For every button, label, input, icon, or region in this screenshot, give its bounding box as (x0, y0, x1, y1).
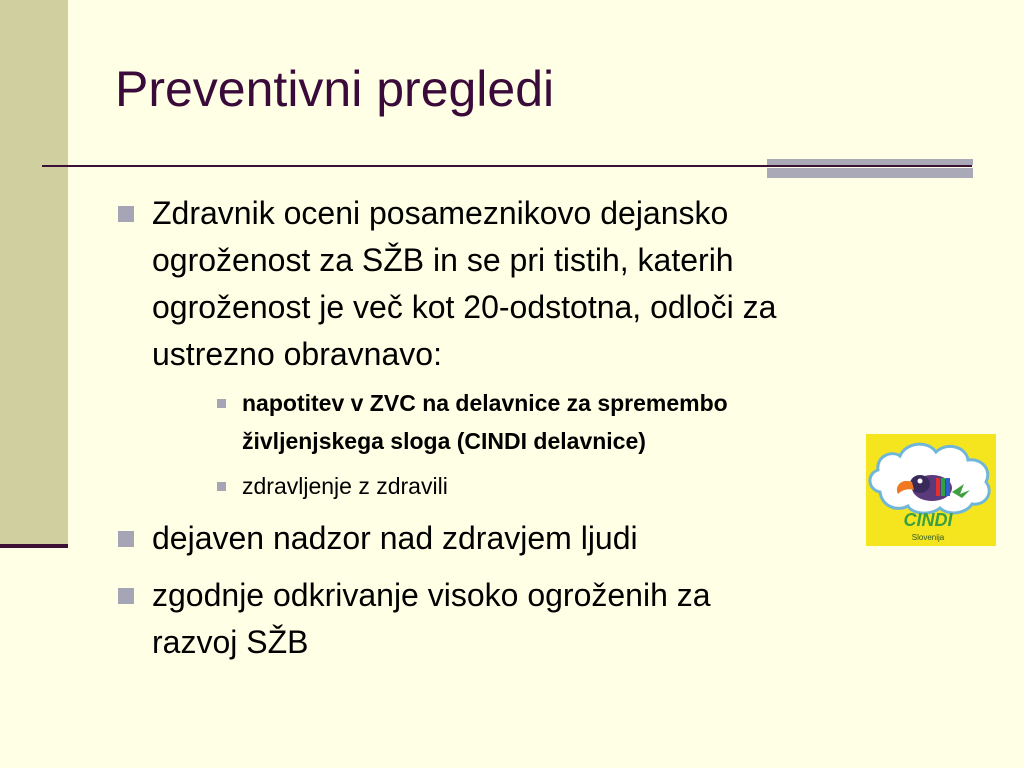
bullet-line: zdravljenje z zdravili (242, 473, 448, 499)
bullet-line: dejaven nadzor nad zdravjem ljudi (152, 520, 638, 556)
bullet-item (152, 572, 711, 666)
square-bullet-icon (217, 399, 226, 408)
bullet-line: ogroženost za SŽB in se pri tistih, katerih (152, 242, 734, 278)
logo-subtext: Slovenija (911, 533, 945, 542)
sub-bullet-item (242, 467, 448, 505)
bullet-line: razvoj SŽB (152, 624, 309, 660)
logo-text: CINDI (903, 510, 953, 530)
cindi-bird-cloud-icon (866, 434, 996, 546)
square-bullet-icon (118, 531, 134, 547)
slide-title: Preventivni pregledi (115, 61, 555, 117)
bullet-line: zgodnje odkrivanje visoko ogroženih za (152, 577, 711, 613)
bullet-item (152, 190, 776, 378)
bullet-line: Zdravnik oceni posameznikovo dejansko (152, 195, 729, 231)
bullet-line: življenjskega sloga (CINDI delavnice) (242, 428, 646, 454)
bullet-item (152, 515, 638, 562)
square-bullet-icon (118, 588, 134, 604)
bullet-line: napotitev v ZVC na delavnice za spremembo (242, 390, 728, 416)
square-bullet-icon (217, 482, 226, 491)
sub-bullet-item (242, 384, 728, 460)
bullet-line: ogroženost je več kot 20-odstotna, odloči za (152, 289, 777, 325)
bullet-line: ustrezno obravnavo: (152, 336, 442, 372)
square-bullet-icon (118, 206, 134, 222)
cindi-logo (866, 434, 996, 546)
